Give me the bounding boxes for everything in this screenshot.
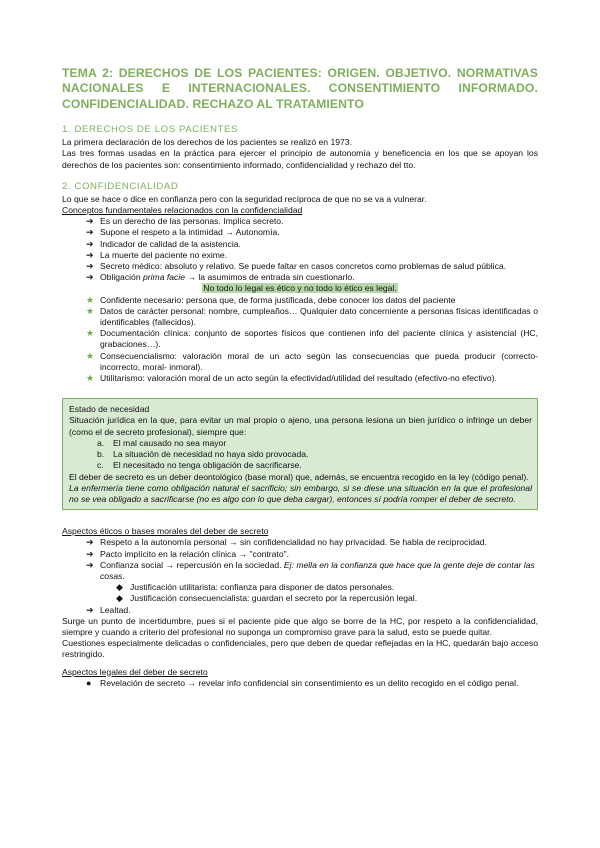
list-item: ➔ Secreto médico: absoluto y relativo. Se puede faltar en casos concretos como problemas de salud pública. [86, 261, 507, 272]
lealtad-list [62, 605, 538, 616]
star-icon: ★ [86, 350, 95, 361]
list-item: ➔ Pacto implícito en la relación clínica → "contrato". [86, 548, 290, 559]
box-title: Estado de necesidad [69, 404, 150, 415]
list-item: ➔ Respeto a la autonomía personal → sin confidencialidad no hay privacidad. Se habla de reciprocidad. [86, 537, 487, 548]
arrow-icon: ➔ [86, 559, 94, 570]
paragraph: Lo que se hace o dice en confianza pero con la seguridad recíproca de que no se va a vulnerar. [62, 193, 427, 204]
conditions-list [69, 438, 532, 472]
list-item: ★ Consecuencialismo: valoración moral de un acto según las consecuencias que pueda producir (correcto-incorrecto, moral- inmoral). [86, 350, 538, 372]
highlighted-note: No todo lo legal es ético y no todo lo ético es legal. [203, 283, 397, 294]
paragraph: Surge un punto de incertidumbre, pues si el paciente pide que algo se borre de la HC, por respeto a la confidencialidad, siempre y cuando a criterio del profesional no suponga un compromiso grave para la salud, esto se puede quitar. [62, 615, 538, 637]
list-item: ➔ Lealtad. [86, 604, 131, 615]
page-title: TEMA 2: DERECHOS DE LOS PACIENTES: ORIGEN. OBJETIVO. NORMATIVAS NACIONALES E INTERNACIONALES. CONSENTIMIENTO INFORMADO. CONFIDENCIALIDAD. RECHAZO AL TRATAMIENTO [62, 66, 538, 111]
list-item: a. El mal causado no sea mayor [97, 437, 227, 448]
list-item: ➔ Confianza social → repercusión en la sociedad. Ej: mella en la confianza que hace que la gente deje de contar las cosas. [86, 559, 535, 581]
list-item: ● Revelación de secreto → revelar info confidencial sin consentimiento es un delito recogido en el código penal. [86, 677, 519, 688]
arrow-icon: ➔ [86, 238, 94, 249]
list-item: b. La situación de necesidad no haya sido provocada. [97, 449, 309, 460]
list-item: ➔ Es un derecho de las personas. Implica secreto. [86, 216, 284, 227]
highlight-line [62, 283, 538, 294]
subsection-title: Aspectos legales del deber de secreto [62, 666, 208, 677]
list-item: ★ Datos de carácter personal: nombre, cumpleaños… Qualquier dato concerniente a personas físicas identificadas o identificables (fallecidos). [86, 305, 538, 328]
arrow-icon: ➔ [86, 261, 94, 272]
arrow-icon: ➔ [86, 604, 94, 615]
arrow-icon: ➔ [86, 272, 94, 283]
diamond-icon: ◆ [116, 593, 123, 604]
arrow-icon: ➔ [86, 227, 94, 238]
italic-paragraph: La enfermería tiene como obligación natural el sacrificio; sin embargo, si se diese una situación en la que el profesional no se vea obligado a sacrificarse (no es algo con lo que deba cargar), entonces sí podría romper el deber de secreto. [69, 482, 532, 504]
estado-necesidad-box [62, 398, 538, 510]
star-icon: ★ [86, 373, 95, 384]
list-item: c. El necesitado no tenga obligación de sacrificarse. [97, 460, 302, 471]
list-item: ★ Utilitarismo: valoración moral de un acto según la efectividad/utilidad del resultado (efectivo-no efectivo). [86, 373, 497, 384]
list-item: ★ Confidente necesario: persona que, de forma justificada, debe conocer los datos del paciente [86, 294, 456, 305]
section-heading-confidencialidad: 2. CONFIDENCIALIDAD [62, 180, 179, 192]
definitions-list [62, 295, 538, 385]
list-item: ➔ La muerte del paciente no exime. [86, 249, 228, 260]
section-heading-derechos: 1. DERECHOS DE LOS PACIENTES [62, 124, 239, 136]
bullet-icon: ● [86, 677, 92, 688]
paragraph: La primera declaración de los derechos de los pacientes se realizó en 1973. [62, 137, 352, 148]
list-item: ◆ Justificación utilitarista: confianza para disponer de datos personales. [116, 582, 395, 593]
paragraph: Situación jurídica en la que, para evitar un mal propio o ajeno, una persona lesiona un bien jurídico o infringe un deber (como el de secreto profesional), siempre que: [69, 415, 532, 437]
paragraph: Las tres formas usadas en la práctica para ejercer el principio de autonomía y beneficencia en los que se apoyan los derechos de los pacientes son: consentimiento informado, confidencialidad y rechazo del tto. [62, 148, 538, 170]
star-icon: ★ [86, 294, 95, 305]
list-item: ★ Documentación clínica: conjunto de soportes físicos que contienen info del paciente clínica y asistencial (HC, grabaciones…). [86, 328, 538, 350]
arrow-icon: ➔ [86, 216, 94, 227]
paragraph: Cuestiones especialmente delicadas o confidenciales, pero que deben de quedar reflejadas en la HC, quedarán bajo acceso restringido. [62, 638, 538, 660]
list-item: ➔ Supone el respeto a la intimidad → Autonomía. [86, 227, 280, 238]
legales-list [62, 678, 538, 689]
justificaciones-list [62, 582, 538, 604]
list-item: ◆ Justificación consecuencialista: guardan el secreto por la repercusión legal. [116, 593, 418, 604]
star-icon: ★ [86, 305, 95, 316]
subsection-title: Conceptos fundamentales relacionados con la confidencialidad [62, 205, 303, 216]
arrow-icon: ➔ [86, 537, 94, 548]
arrow-icon: ➔ [86, 249, 94, 260]
concepts-list [62, 216, 538, 283]
paragraph: El deber de secreto es un deber deontológico (base moral) que, además, se encuentra recogido en la ley (código penal). [69, 471, 529, 482]
diamond-icon: ◆ [116, 582, 123, 593]
eticos-list [62, 537, 538, 582]
subsection-title: Aspectos éticos o bases morales del deber de secreto [62, 526, 269, 537]
arrow-icon: ➔ [86, 548, 94, 559]
list-item: ➔ Indicador de calidad de la asistencia. [86, 238, 241, 249]
star-icon: ★ [86, 328, 95, 339]
list-item: ➔ Obligación prima facie → la asumimos de entrada sin cuestionarlo. [86, 272, 355, 283]
